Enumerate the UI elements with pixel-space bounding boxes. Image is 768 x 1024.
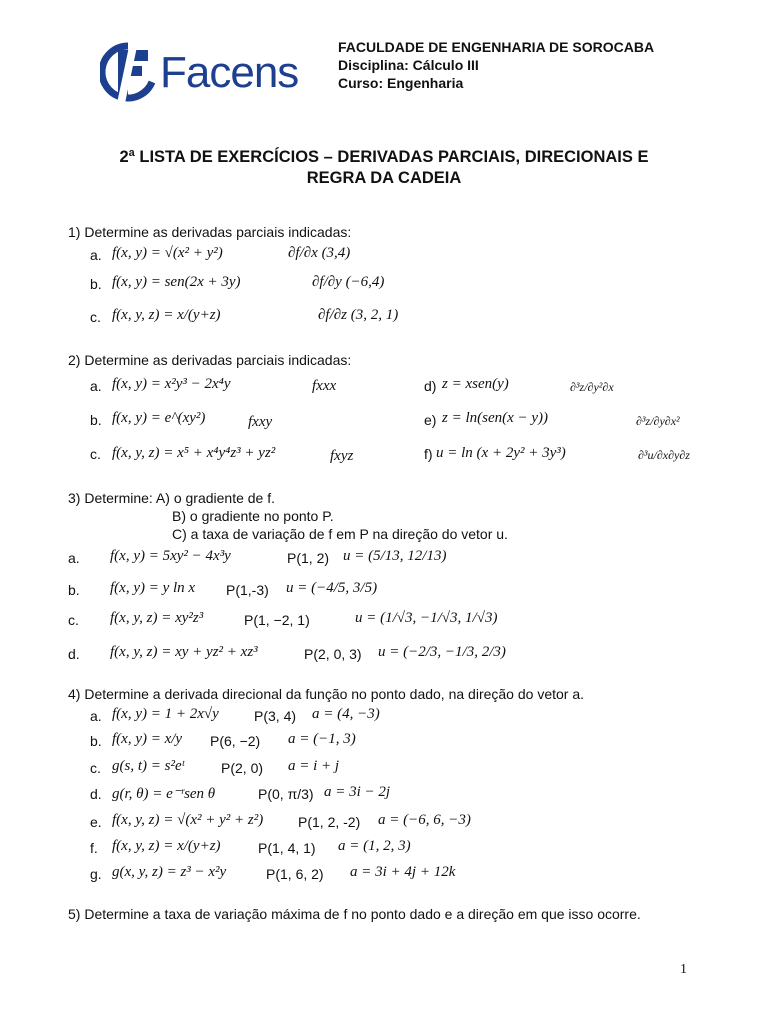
q4-item-label: e. xyxy=(90,814,102,830)
q4-item-label: b. xyxy=(90,733,102,749)
q2-item-func: f(x, y) = x²y³ − 2x⁴y xyxy=(112,376,231,392)
q2-item-label: c. xyxy=(90,446,101,462)
page-number: 1 xyxy=(680,962,687,977)
q4-item-vector: a = (1, 2, 3) xyxy=(338,838,411,854)
q4-item-vector: a = (4, −3) xyxy=(312,706,380,722)
q4-prompt: 4) Determine a derivada direcional da função no ponto dado, na direção do vetor a. xyxy=(68,686,585,702)
q4-item-point: P(1, 2, -2) xyxy=(298,814,361,830)
q3-item-func: f(x, y, z) = xy²z³ xyxy=(110,610,204,626)
q3-item-func: f(x, y) = y ln x xyxy=(110,580,196,596)
q2-item-target: ∂³u/∂x∂y∂z xyxy=(638,448,690,462)
q5-prompt: 5) Determine a taxa de variação máxima de f no ponto dado e a direção em que isso ocorre. xyxy=(68,906,641,922)
q3-item-vector: u = (−4/5, 3/5) xyxy=(286,580,378,596)
q4-item-point: P(1, 6, 2) xyxy=(266,866,324,882)
q2-item-target: ∂³z/∂y²∂x xyxy=(570,380,614,394)
q4-item-vector: a = (−1, 3) xyxy=(288,731,356,747)
q1-item-func: f(x, y) = sen(2x + 3y) xyxy=(112,274,241,290)
q1-item-target: ∂f/∂z (3, 2, 1) xyxy=(318,307,399,323)
q2-item-func: f(x, y) = e^(xy²) xyxy=(112,410,206,426)
logo-wordmark: Facens xyxy=(160,48,299,97)
facens-logo xyxy=(100,42,310,102)
q2-item-func: z = xsen(y) xyxy=(442,376,509,392)
q2-item-target: ∂³z/∂y∂x² xyxy=(636,414,680,428)
course-line: Curso: Engenharia xyxy=(338,75,464,91)
q4-item-func: g(r, θ) = e⁻ʳsen θ xyxy=(112,786,216,802)
q1-item-func: f(x, y, z) = x/(y+z) xyxy=(112,307,221,323)
q2-item-label: b. xyxy=(90,412,102,428)
q3-item-label: a. xyxy=(68,550,80,566)
q3-item-func: f(x, y, z) = xy + yz² + xz³ xyxy=(110,644,258,660)
q4-item-label: d. xyxy=(90,786,102,802)
facens-logo-icon xyxy=(100,42,156,102)
q2-item-label: d) xyxy=(424,378,437,394)
q1-prompt: 1) Determine as derivadas parciais indicadas: xyxy=(68,224,352,240)
q1-item-target: ∂f/∂y (−6,4) xyxy=(312,274,385,290)
q1-item-label: a. xyxy=(90,247,102,263)
q3-item-point: P(1, 2) xyxy=(287,550,330,566)
q3-sub-b: B) o gradiente no ponto P. xyxy=(172,508,334,524)
q3-sub-c: C) a taxa de variação de f em P na direção do vetor u. xyxy=(172,526,508,542)
q4-item-func: f(x, y) = x/y xyxy=(112,731,183,747)
q2-item-func: f(x, y, z) = x⁵ + x⁴y⁴z³ + yz² xyxy=(112,445,276,461)
q1-item-label: b. xyxy=(90,276,102,292)
q3-item-label: d. xyxy=(68,646,80,662)
q3-item-vector: u = (1/√3, −1/√3, 1/√3) xyxy=(355,610,498,626)
q4-item-func: f(x, y, z) = √(x² + y² + z²) xyxy=(112,812,264,828)
institution-name: FACULDADE DE ENGENHARIA DE SOROCABA xyxy=(338,39,655,55)
q4-item-func: f(x, y) = 1 + 2x√y xyxy=(112,706,219,722)
q2-prompt: 2) Determine as derivadas parciais indicadas: xyxy=(68,352,352,368)
q4-item-label: f. xyxy=(90,840,98,856)
q4-item-vector: a = i + j xyxy=(288,758,340,774)
q2-item-func: u = ln (x + 2y² + 3y³) xyxy=(436,445,566,461)
q3-prompt: 3) Determine: A) o gradiente de f. xyxy=(68,490,275,506)
q3-item-point: P(1,-3) xyxy=(226,582,269,598)
q3-item-point: P(1, −2, 1) xyxy=(244,612,310,628)
q3-item-point: P(2, 0, 3) xyxy=(304,646,362,662)
q4-item-label: g. xyxy=(90,866,102,882)
q3-item-label: c. xyxy=(68,612,79,628)
q3-item-vector: u = (−2/3, −1/3, 2/3) xyxy=(378,644,506,660)
q4-item-label: a. xyxy=(90,708,102,724)
q4-item-func: g(x, y, z) = z³ − x²y xyxy=(112,864,227,880)
q4-item-point: P(2, 0) xyxy=(221,760,264,776)
q4-item-func: f(x, y, z) = x/(y+z) xyxy=(112,838,221,854)
q4-item-point: P(0, π/3) xyxy=(258,786,314,802)
q1-item-func: f(x, y) = √(x² + y²) xyxy=(112,245,223,261)
q3-item-label: b. xyxy=(68,582,80,598)
q2-item-label: a. xyxy=(90,378,102,394)
q3-item-func: f(x, y) = 5xy² − 4x³y xyxy=(110,548,231,564)
q2-item-target: fxyz xyxy=(330,448,354,464)
q2-item-label: f) xyxy=(424,446,433,462)
q4-item-func: g(s, t) = s²eᵗ xyxy=(112,758,185,774)
q2-item-func: z = ln(sen(x − y)) xyxy=(442,410,549,426)
q2-item-target: fxxy xyxy=(248,414,273,430)
q4-item-vector: a = 3i − 2j xyxy=(324,784,391,800)
q4-item-point: P(3, 4) xyxy=(254,708,297,724)
q4-item-point: P(1, 4, 1) xyxy=(258,840,316,856)
discipline-line: Disciplina: Cálculo III xyxy=(338,57,479,73)
q4-item-label: c. xyxy=(90,760,101,776)
q1-item-target: ∂f/∂x (3,4) xyxy=(288,245,351,261)
page-title-line2: REGRA DA CADEIA xyxy=(306,169,462,187)
page-title-line1: 2ª LISTA DE EXERCÍCIOS – DERIVADAS PARCIAIS, DIRECIONAIS E xyxy=(119,148,649,166)
q4-item-point: P(6, −2) xyxy=(210,733,261,749)
q4-item-vector: a = (−6, 6, −3) xyxy=(378,812,471,828)
q4-item-vector: a = 3i + 4j + 12k xyxy=(350,864,456,880)
q2-item-target: fxxx xyxy=(312,378,337,394)
q1-item-label: c. xyxy=(90,309,101,325)
q2-item-label: e) xyxy=(424,412,437,428)
q3-item-vector: u = (5/13, 12/13) xyxy=(343,548,447,564)
